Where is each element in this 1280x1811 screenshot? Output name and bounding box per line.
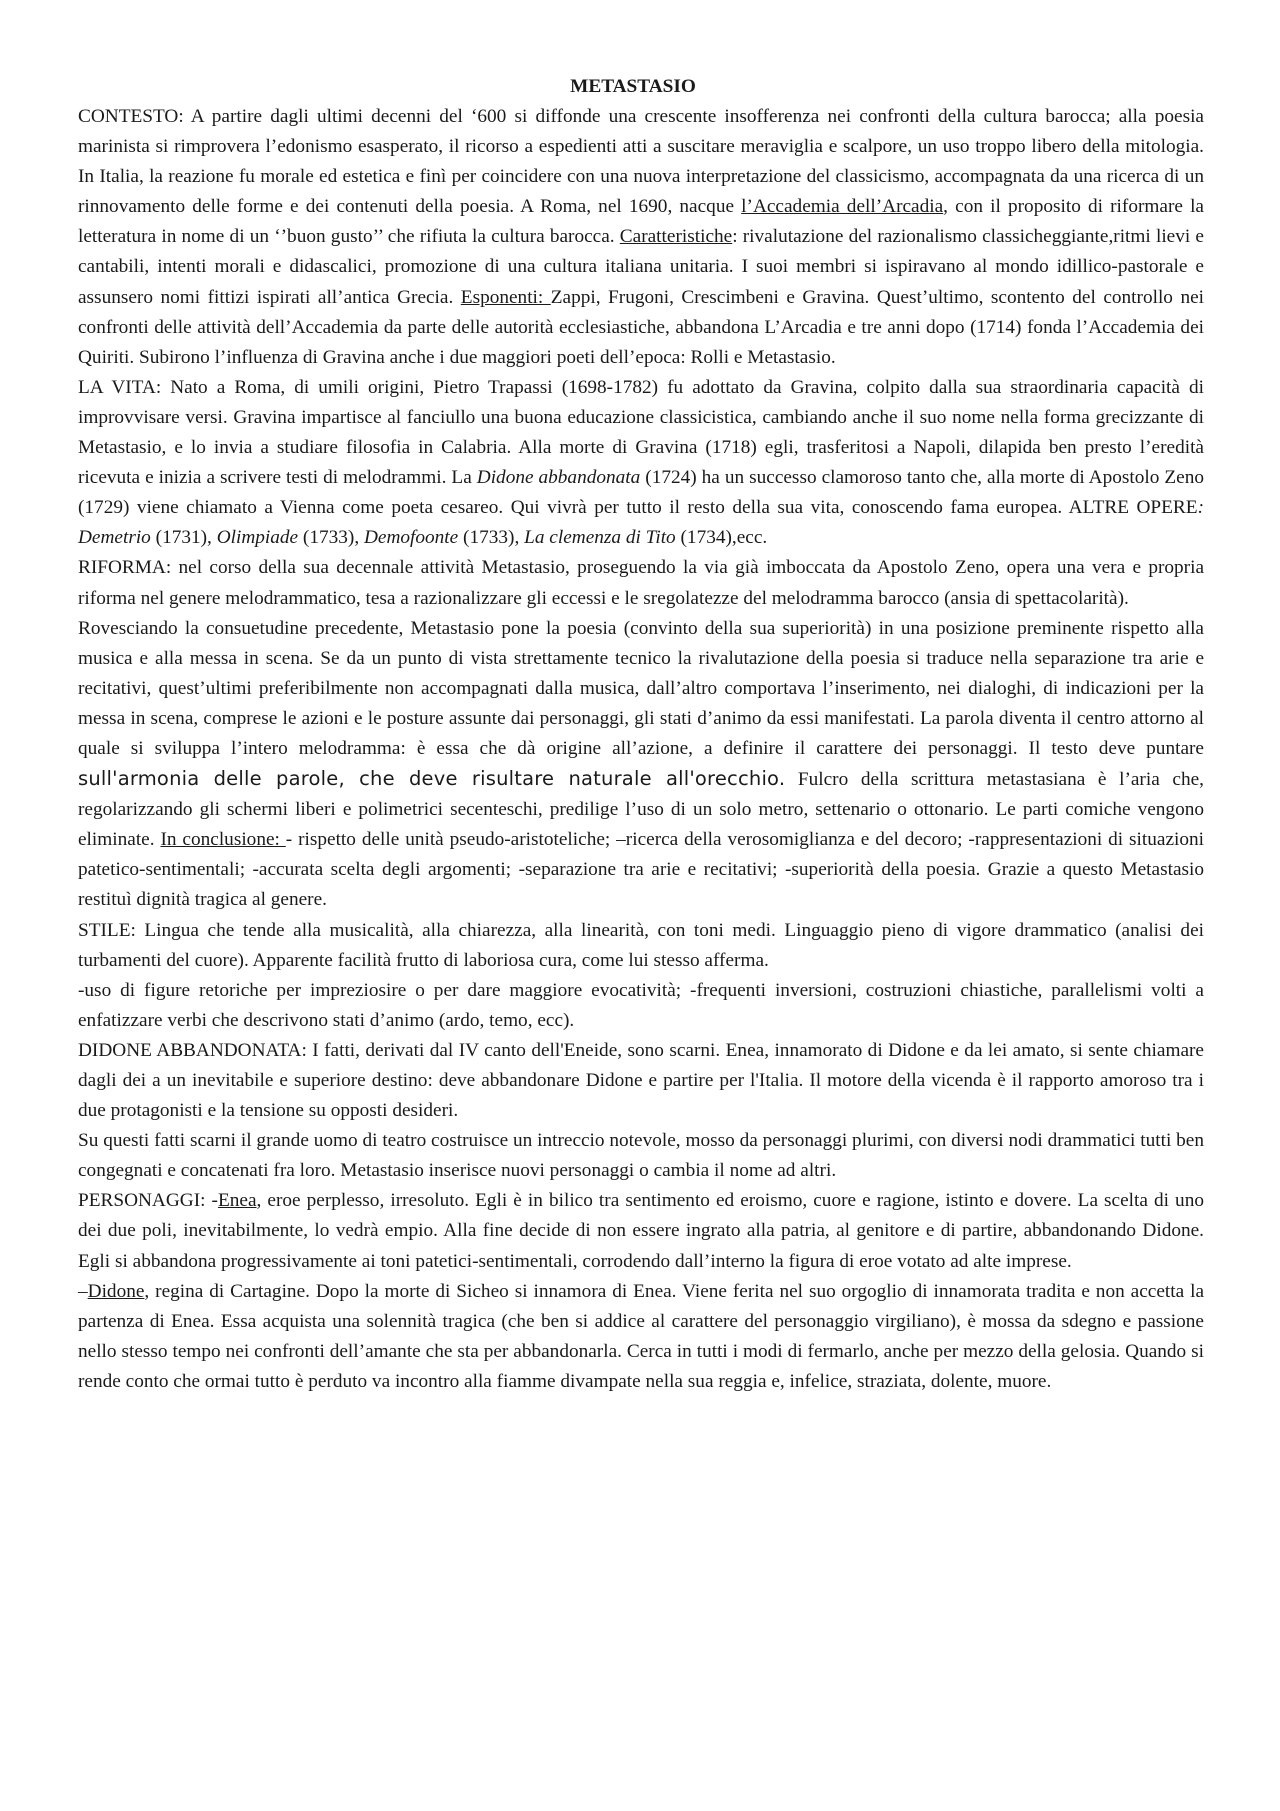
- title-demofoonte: Demofoonte: [363, 527, 459, 549]
- title-clemenza-di-tito: La clemenza di Tito: [524, 527, 676, 549]
- paragraph-stile: STILE: Lingua che tende alla musicalità, alla chiarezza, alla linearità, con toni medi. Linguaggio pieno di vigore drammatico (analisi dei turbamenti del cuore). Apparente facilità frutto di laboriosa cura, come lui stesso afferma.: [78, 919, 1204, 971]
- paragraph-contesto: CONTESTO: A partire dagli ultimi decenni del ‘600 si diffonde una crescente insofferenza nei confronti della cultura barocca; alla poesia marinista si rimprovera l’edonismo esasperato, il ricorso a espedienti atti a suscitare meraviglia e scalpore, un uso troppo libero della mitologia. In Italia, la reazione fu morale ed estetica e finì per coincidere con una nuova interpretazione del classicismo, accompagnata da una ricerca di un rinnovamento delle forme e dei contenuti della poesia. A Roma, nel 1690, nacque l’Accademia dell’Arcadia, con il proposito di riformare la letteratura in nome di un ‘’buon gusto’’ che rifiuta la cultura barocca. Caratteristiche: rivalutazione del razionalismo classicheggiante,ritmi lievi e cantabili, intenti morali e didascalici, promozione di una cultura italiana unitaria. I suoi membri si ispiravano al mondo idillico-pastorale e assunsero nomi fittizi ispirati all’antica Grecia. Esponenti: Zappi, Frugoni, Crescimbeni e Gravina. Quest’ultimo, scontento del controllo nei confronti delle attività dell’Accademia da parte delle autorità ecclesiastiche, abbandona L’Arcadia e tre anni dopo (1714) fonda l’Accademia dei Quiriti. Subirono l’influenza di Gravina anche i due maggiori poeti dell’epoca: Rolli e Metastasio.: [78, 106, 1204, 368]
- paragraph-intreccio: Su questi fatti scarni il grande uomo di teatro costruisce un intreccio notevole, mosso da personaggi plurimi, con diversi nodi drammatici tutti ben congegnati e concatenati fra loro. Metastasio inserisce nuovi personaggi o cambia il nome ad altri.: [78, 1130, 1204, 1182]
- paragraph-personaggi-didone: –Didone, regina di Cartagine. Dopo la morte di Sicheo si innamora di Enea. Viene ferita nel suo orgoglio di innamorata tradita e non accetta la partenza di Enea. Essa acquista una solennità tragica (che ben si addice al carattere del personaggio virgiliano), è mossa da sdegno e passione nello stesso tempo nei confronti dell’amante che sta per abbandonarla. Cerca in tutti i modi di fermarlo, anche per mezzo della gelosia. Quando si rende conto che ormai tutto è perduto va incontro alla fiamme divampate nella sua reggia e, infelice, straziata, dolente, muore.: [78, 1280, 1204, 1392]
- paragraph-didone-abbandonata: DIDONE ABBANDONATA: I fatti, derivati dal IV canto dell'Eneide, sono scarni. Enea, innamorato di Didone e da lei amato, si sente chiamare dagli dei a un inevitabile e superiore destino: deve abbandonare Didone e partire per l'Italia. Il motore della vicenda è il rapporto amoroso tra i due protagonisti e la tensione su opposti desideri.: [78, 1039, 1204, 1122]
- link-accademia-arcadia: l’Accademia dell’Arcadia: [741, 196, 944, 218]
- name-enea: Enea: [217, 1190, 257, 1212]
- paragraph-riforma: RIFORMA: nel corso della sua decennale attività Metastasio, proseguendo la via già imboccata da Apostolo Zeno, opera una vera e propria riforma nel genere melodrammatico, tesa a razionalizzare gli eccessi e le sregolatezze del melodramma barocco (ansia di spettacolarità).: [78, 557, 1204, 609]
- paragraph-rovesciando: Rovesciando la consuetudine precedente, Metastasio pone la poesia (convinto della sua superiorità) in una posizione preminente rispetto alla musica e alla messa in scena. Se da un punto di vista strettamente tecnico la rivalutazione della poesia si traduce nella separazione tra arie e recitativi, quest’ultimi preferibilmente non accompagnati dalla musica, dall’altro comportava l’inserimento, nei dialoghi, di indicazioni per la messa in scena, comprese le azioni e le posture assunte dai personaggi, gli stati d’animo da essi manifestati. La parola diventa il centro attorno al quale si sviluppa l’intero melodramma: è essa che dà origine all’azione, a definire il carattere dei personaggi. Il testo deve puntare sull'armonia delle parole, che deve risultare naturale all'orecchio. Fulcro della scrittura metastasiana è l’aria che, regolarizzando gli schermi liberi e polimetrici secenteschi, predilige l’uso di un solo metro, settenario o ottonario. Le parti comiche vengono eliminate. In conclusione: - rispetto delle unità pseudo-aristoteliche; –ricerca della verosomiglianza e del decoro; -rappresentazioni di situazioni patetico-sentimentali; -accurata scelta degli argomenti; -separazione tra arie e recitativi; -superiorità della poesia. Grazie a questo Metastasio restituì dignità tragica al genere.: [78, 617, 1205, 911]
- document-page: [78, 72, 1204, 1397]
- heading-in-conclusione: In conclusione:: [160, 829, 286, 851]
- paragraph-personaggi-enea: PERSONAGGI: -Enea, eroe perplesso, irresoluto. Egli è in bilico tra sentimento ed eroismo, cuore e ragione, istinto e dovere. La scelta di uno dei due poli, inevitabilmente, lo vedrà empio. Alla fine decide di non essere ingrato alla patria, al genitore e di partire, abbandonando Didone. Egli si abbandona progressivamente ai toni patetici-sentimentali, corrodendo dall’interno la figura di eroe votato ad alte imprese.: [78, 1190, 1204, 1272]
- paragraph-vita: LA VITA: Nato a Roma, di umili origini, Pietro Trapassi (1698-1782) fu adottato da Gravina, colpito dalla sua straordinaria capacità di improvvisare versi. Gravina impartisce al fanciullo una buona educazione classicistica, cambiando anche il suo nome nella forma grecizzante di Metastasio, e lo invia a studiare filosofia in Calabria. Alla morte di Gravina (1718) egli, trasferitosi a Napoli, dilapida ben presto l’eredità ricevuta e inizia a scrivere testi di melodrammi. La Didone abbandonata (1724) ha un successo clamoroso tanto che, alla morte di Apostolo Zeno (1729) viene chiamato a Vienna come poeta cesareo. Qui vivrà per tutto il resto della sua vita, conoscendo fama europea. ALTRE OPERE: Demetrio (1731), Olimpiade (1733), Demofoonte (1733), La clemenza di Tito (1734),ecc.: [78, 376, 1204, 549]
- paragraph-figure-retoriche: -uso di figure retoriche per impreziosire o per dare maggiore evocatività; -frequenti inversioni, costruzioni chiastiche, parallelismi volti a enfatizzare verbi che descrivono stati d’animo (ardo, temo, ecc).: [78, 979, 1204, 1031]
- title-olimpiade: Olimpiade: [216, 527, 299, 549]
- title-didone-abbandonata: Didone abbandonata: [476, 467, 641, 489]
- heading-esponenti: Esponenti:: [460, 286, 551, 308]
- heading-caratteristiche: Caratteristiche: [619, 226, 733, 248]
- title-demetrio: : Demetrio: [78, 497, 1204, 549]
- name-didone: Didone: [87, 1280, 145, 1302]
- document-title: METASTASIO: [570, 76, 696, 97]
- phrase-armonia: sull'armonia delle parole, che deve risultare naturale all'orecchio.: [78, 767, 786, 791]
